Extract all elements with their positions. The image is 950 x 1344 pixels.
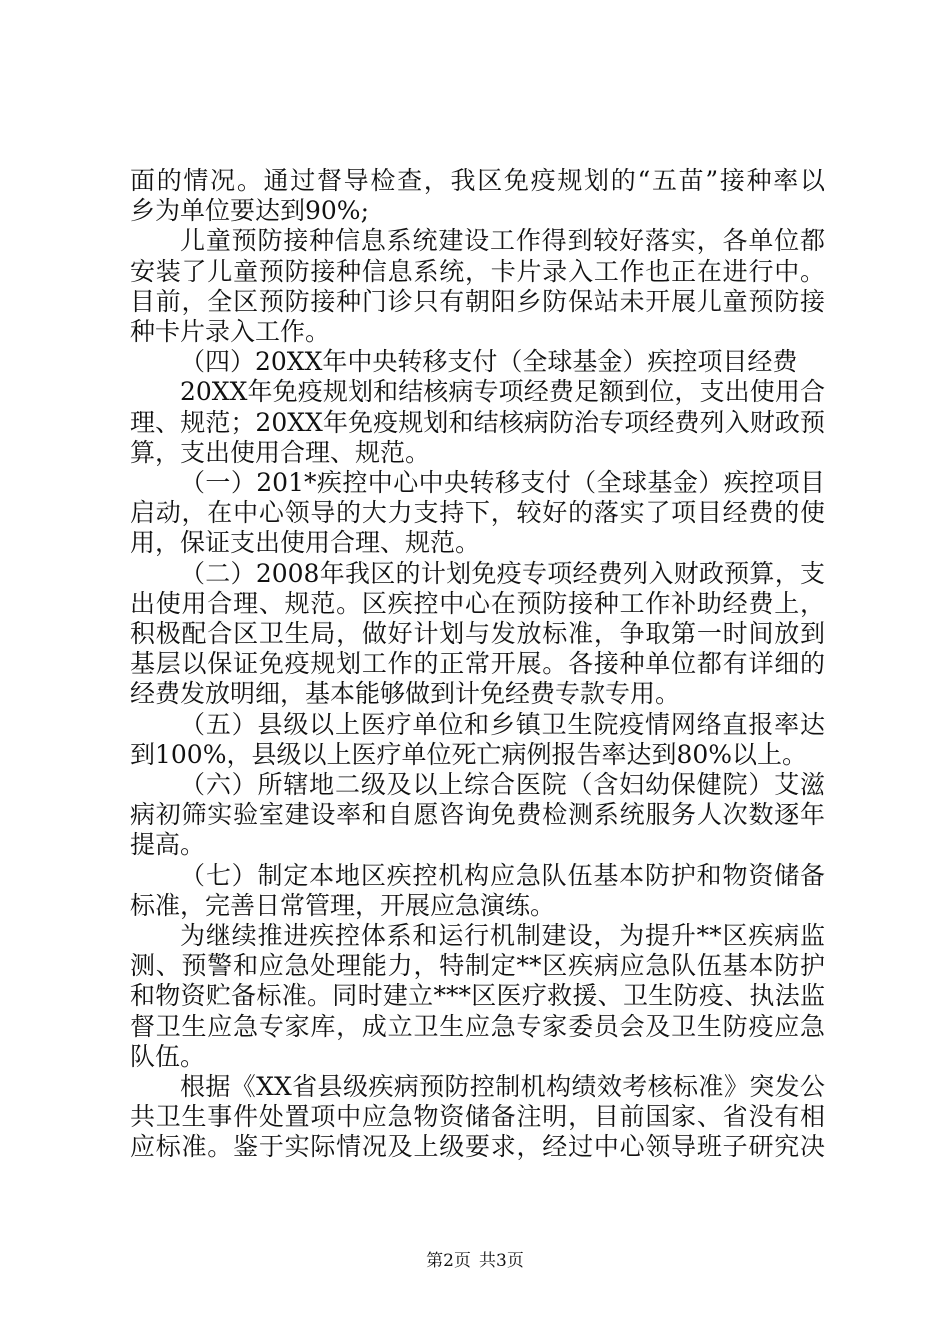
text-line: 基层以保证免疫规划工作的正常开展。各接种单位都有详细的: [130, 649, 825, 679]
page-total: 共3页: [479, 1251, 524, 1271]
text-line: 经费发放明细，基本能够做到计免经费专款专用。: [130, 679, 681, 709]
text-line: （六）所辖地二级及以上综合医院（含妇幼保健院）艾滋: [180, 770, 825, 799]
text-line: 儿童预防接种信息系统建设工作得到较好落实，各单位都: [180, 226, 825, 256]
text-line: 标准，完善日常管理，开展应急演练。: [130, 890, 556, 920]
text-line: 乡为单位要达到90%;: [130, 196, 369, 226]
text-line: 应标准。鉴于实际情况及上级要求，经过中心领导班子研究决: [130, 1132, 825, 1162]
text-line: 安装了儿童预防接种信息系统，卡片录入工作也正在进行中。: [130, 256, 825, 286]
text-line: 提高。: [130, 830, 206, 860]
text-line: （一）201*疾控中心中央转移支付（全球基金）疾控项目: [180, 468, 825, 497]
text-line: 启动，在中心领导的大力支持下，较好的落实了项目经费的使: [130, 498, 825, 528]
text-line: 病初筛实验室建设率和自愿咨询免费检测系统服务人次数逐年: [130, 800, 825, 830]
page-footer: [0, 1249, 950, 1273]
text-line: （七）制定本地区疾控机构应急队伍基本防护和物资储备: [180, 860, 825, 890]
text-line: 目前，全区预防接种门诊只有朝阳乡防保站未开展儿童预防接: [130, 286, 825, 316]
text-line: 到100%，县级以上医疗单位死亡病例报告率达到80%以上。: [130, 739, 808, 769]
text-line: 理、规范；20XX年免疫规划和结核病防治专项经费列入财政预: [130, 407, 825, 437]
text-line: 20XX年免疫规划和结核病专项经费足额到位，支出使用合: [180, 377, 825, 407]
text-line: 种卡片录入工作。: [130, 317, 331, 346]
text-line: 和物资贮备标准。同时建立***区医疗救援、卫生防疫、执法监: [130, 981, 825, 1011]
page-number: 第2页: [426, 1251, 471, 1271]
text-line: 积极配合区卫生局，做好计划与发放标准，争取第一时间放到: [130, 619, 825, 648]
text-line: 督卫生应急专家库，成立卫生应急专家委员会及卫生防疫应急: [130, 1011, 825, 1041]
text-line: （四）20XX年中央转移支付（全球基金）疾控项目经费: [180, 347, 798, 377]
text-line: 用，保证支出使用合理、规范。: [130, 528, 481, 558]
text-line: 算，支出使用合理、规范。: [130, 437, 431, 467]
text-line: 队伍。: [130, 1041, 206, 1071]
text-line: 面的情况。通过督导检查，我区免疫规划的“五苗”接种率以: [130, 166, 825, 195]
text-line: （二）2008年我区的计划免疫专项经费列入财政预算，支: [180, 558, 825, 588]
text-line: 共卫生事件处置项中应急物资储备注明，目前国家、省没有相: [130, 1102, 825, 1132]
text-line: 出使用合理、规范。区疾控中心在预防接种工作补助经费上，: [130, 588, 825, 618]
text-line: （五）县级以上医疗单位和乡镇卫生院疫情网络直报率达: [180, 709, 825, 739]
text-line: 为继续推进疾控体系和运行机制建设，为提升**区疾病监: [180, 921, 825, 950]
text-line: 根据《XX省县级疾病预防控制机构绩效考核标准》突发公: [180, 1072, 825, 1101]
text-line: 测、预警和应急处理能力，特制定**区疾病应急队伍基本防护: [130, 951, 825, 981]
